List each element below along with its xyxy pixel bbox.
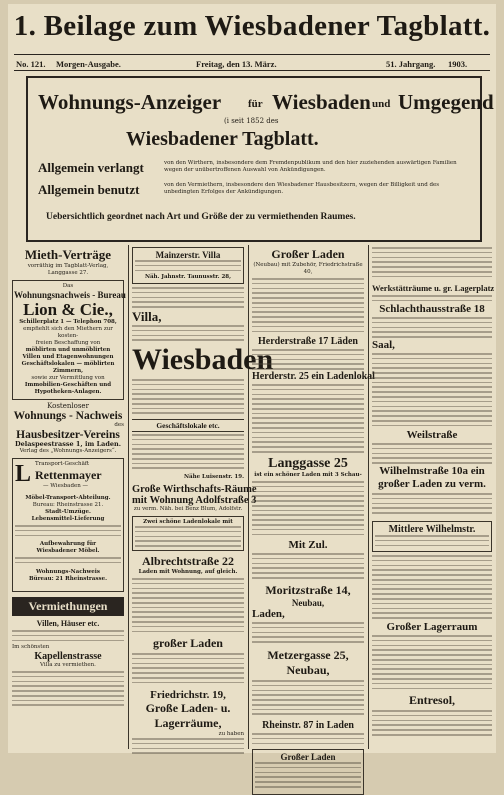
masthead-rule-bottom bbox=[14, 70, 490, 71]
herder-25: Herderstr. 25 ein Ladenlokal bbox=[252, 371, 375, 382]
mainzer-head: Mainzerstr. Villa bbox=[155, 250, 221, 260]
masthead-rule-top bbox=[14, 54, 490, 55]
kapelle-pre: Im schönsten bbox=[12, 644, 50, 650]
rettenmayer-line-5: Aufbewahrung für bbox=[39, 541, 97, 547]
wiesbaden-big: Wiesbaden bbox=[132, 343, 274, 376]
banner-title-left: Wohnungs-Anzeiger bbox=[38, 90, 222, 114]
lion-sub-7: sowie zur Vermittlung von bbox=[31, 375, 105, 381]
issue-number: No. 121. bbox=[16, 59, 46, 69]
herder-17: Herderstraße 17 Läden bbox=[258, 336, 358, 347]
column-2 bbox=[132, 245, 274, 749]
column-1 bbox=[12, 245, 124, 749]
rettenmayer-line-7: Wohnungs-Nachweis bbox=[36, 569, 100, 575]
laden-lager-1: Große Laden- u. bbox=[145, 701, 231, 715]
lion-sub-4: Villen und Etagenwohnungen bbox=[22, 354, 114, 360]
mainzer-ad bbox=[132, 247, 244, 284]
grosser-laden-ad bbox=[252, 749, 364, 795]
grosser-laden-sub: (Neubau) mit Zubehör, Friedrichstraße 40, bbox=[253, 262, 363, 275]
year: 1903. bbox=[448, 59, 468, 69]
albrecht-head: Albrechtstraße 22 bbox=[141, 554, 235, 568]
rettenmayer-tag: Transport-Geschäft bbox=[35, 461, 90, 467]
lion-name: Lion & Cie., bbox=[23, 300, 113, 319]
verein-ad bbox=[12, 403, 124, 455]
laden-label: Laden, bbox=[252, 608, 285, 620]
wohnungs-anzeiger-banner bbox=[26, 76, 494, 242]
zwei-laden: Zwei schöne Ladenlokale mit bbox=[143, 519, 233, 525]
geschaeft-header: Geschäftslokale etc. bbox=[132, 419, 244, 432]
lion-office: Wohnungsnachweis - Bureau bbox=[14, 290, 126, 300]
banner-title-und: und bbox=[372, 98, 391, 110]
lion-address: Schillerplatz 1 — Telephon 708, bbox=[19, 319, 117, 325]
edition: Morgen-Ausgabe. bbox=[56, 59, 121, 69]
rettenmayer-line-2: Bureau: Rheinstrasse 21. bbox=[32, 502, 104, 508]
geschaeft-address: Nähe Luisenstr. 19. bbox=[184, 474, 244, 480]
lion-sub-2: freien Beschaffung von bbox=[35, 340, 101, 346]
rettenmayer-line-6: Wiesbadener Möbel. bbox=[36, 548, 100, 554]
rettenmayer-city: — Wiesbaden — bbox=[43, 483, 89, 489]
column-3 bbox=[252, 245, 375, 762]
wirthschaft-2: mit Wohnung Adolfstraße 3 bbox=[132, 495, 257, 506]
volume: 51. Jahrgang. bbox=[386, 59, 436, 69]
mittlere-head: Mittlere Wilhelmstr. bbox=[388, 524, 476, 535]
rettenmayer-name: Rettenmayer bbox=[35, 468, 102, 482]
mit-zul: Mit Zul. bbox=[288, 539, 328, 551]
wirthschaft-1: Große Wirthschafts-Räume bbox=[132, 484, 257, 495]
metzergasse-sub: Neubau, bbox=[286, 663, 330, 677]
rettenmayer-line-8: Büreau: 21 Rheinstrasse. bbox=[29, 576, 107, 582]
vermiethungen-header: Vermiethungen bbox=[12, 597, 124, 616]
lion-ad bbox=[12, 280, 124, 400]
kapelle-sub: Villa zu vermiethen. bbox=[40, 662, 96, 668]
entresol-head: Entresol, bbox=[408, 693, 456, 707]
langgasse-sub: ist ein schöner Laden mit 3 Schau- bbox=[254, 472, 362, 478]
banner-row2-text: von den Vermiethern, insbesondere den Wiesbadener Hausbesitzern, wegen der Billigkeit und des unbedingten Erfolges der Ankündigungen. bbox=[164, 182, 440, 195]
lion-pre: Das bbox=[62, 283, 74, 289]
verein-name: Hausbesitzer-Vereins bbox=[16, 429, 120, 441]
mainzer-address: Näh. Jahnstr. Taunusstr. 28, bbox=[144, 274, 232, 280]
moritz-sub: Neubau, bbox=[291, 598, 325, 608]
verein-free: Kostenloser bbox=[47, 402, 89, 410]
issue-date: Freitag, den 13. März. bbox=[196, 59, 277, 69]
lion-sub-1: empfiehlt sich den Miethern zur kosten- bbox=[23, 326, 113, 339]
wirthschaft-sub: zu verm. Näh. bei Benz Blum, Adolfstr. bbox=[133, 506, 243, 512]
rettenmayer-line-1: Möbel-Transport-Abteilung. bbox=[25, 495, 111, 501]
zwei-laden-ad bbox=[132, 516, 244, 551]
banner-row1-text: von den Wirthern, insbesondere dem Fremdenpublikum und den hier zuziehenden auswärtigen Familien wegen der unübertroffenen Auswahl von Ankündigungen. bbox=[164, 160, 457, 173]
verein-address: Delaspeestrasse 1, im Laden. bbox=[14, 440, 122, 448]
rettenmayer-line-3: Stadt-Umzüge. bbox=[45, 509, 91, 515]
rhein-head: Rheinstr. 87 in Laden bbox=[262, 720, 354, 731]
banner-title-end: Umgegend bbox=[398, 90, 494, 114]
col1-heading: Mieth-Verträge bbox=[24, 247, 112, 262]
banner-row2-label: Allgemein benutzt bbox=[38, 182, 140, 197]
lion-sub-3: möblirten und unmöblirten bbox=[25, 347, 111, 353]
banner-row1-label: Allgemein verlangt bbox=[38, 160, 144, 175]
kapelle-street: Kapellenstrasse bbox=[34, 651, 102, 662]
grosser-laden-2: Großer Laden bbox=[280, 752, 336, 762]
villen-header: Villen, Häuser etc. bbox=[36, 619, 100, 628]
moritz-head: Moritzstraße 14, bbox=[265, 583, 351, 597]
albrecht-sub: Laden mit Wohnung, auf gleich. bbox=[138, 569, 238, 575]
rettenmayer-logo-icon: L bbox=[15, 461, 32, 487]
schlachthaus-head: Schlachthausstraße 18 bbox=[379, 303, 485, 315]
lion-sub-5: Geschäftslokalen — möblirten bbox=[21, 361, 115, 367]
saal-label: Saal, bbox=[372, 339, 395, 351]
banner-since: (i seit 1852 des bbox=[224, 117, 279, 125]
verein-nachweis: Wohnungs - Nachweis bbox=[13, 410, 123, 422]
weilstrasse-head: Weilstraße bbox=[406, 429, 458, 441]
metzergasse-head: Metzergasse 25, bbox=[267, 648, 349, 662]
masthead-title: 1. Beilage zum Wiesbadener Tagblatt. bbox=[13, 10, 491, 42]
mittlere-ad bbox=[372, 521, 492, 552]
col1-heading-sub: vorräthig im Tagblatt-Verlag, Langgasse 27. bbox=[27, 263, 109, 276]
friedrich-head: Friedrichstr. 19, bbox=[150, 689, 226, 701]
rettenmayer-line-4: Lebensmittel-Lieferung bbox=[31, 516, 105, 522]
laden-lager-2: Lagerräume, bbox=[154, 716, 222, 730]
banner-title-fuer: für bbox=[248, 98, 263, 110]
banner-title-right: Wiesbaden bbox=[272, 90, 371, 114]
lion-sub-8: Immobilien-Geschäften und bbox=[24, 382, 112, 388]
lion-sub-9: Hypotheken-Anlagen. bbox=[34, 389, 102, 395]
villa-label: Villa, bbox=[132, 309, 162, 324]
grosser-laden-col2: großer Laden bbox=[153, 636, 223, 650]
grosser-laden-head: Großer Laden bbox=[271, 247, 345, 261]
verein-sub: Verlag des „Wohnungs-Anzeigers“. bbox=[19, 448, 117, 454]
wilhelmstrasse-head: Wilhelmstraße 10a ein großer Laden zu verm. bbox=[378, 465, 486, 490]
verein-des: des bbox=[114, 422, 124, 428]
langgasse-head: Langgasse 25 bbox=[268, 456, 348, 471]
werkstatt-head: Werkstätträume u. gr. Lagerplatz bbox=[372, 283, 495, 293]
column-rule-3 bbox=[368, 245, 369, 749]
banner-footer: Uebersichtlich geordnet nach Art und Größe der zu vermiethenden Raumes. bbox=[46, 212, 356, 222]
newspaper-page bbox=[8, 4, 496, 762]
column-4 bbox=[372, 245, 495, 749]
banner-paper: Wiesbadener Tagblatt. bbox=[126, 128, 319, 150]
zu-haben: zu haben bbox=[218, 731, 244, 737]
lagerraum-head: Großer Lagerraum bbox=[386, 621, 478, 633]
column-rule-1 bbox=[128, 245, 129, 749]
rettenmayer-ad bbox=[12, 458, 124, 592]
lion-sub-6: Zimmern, bbox=[52, 368, 84, 374]
